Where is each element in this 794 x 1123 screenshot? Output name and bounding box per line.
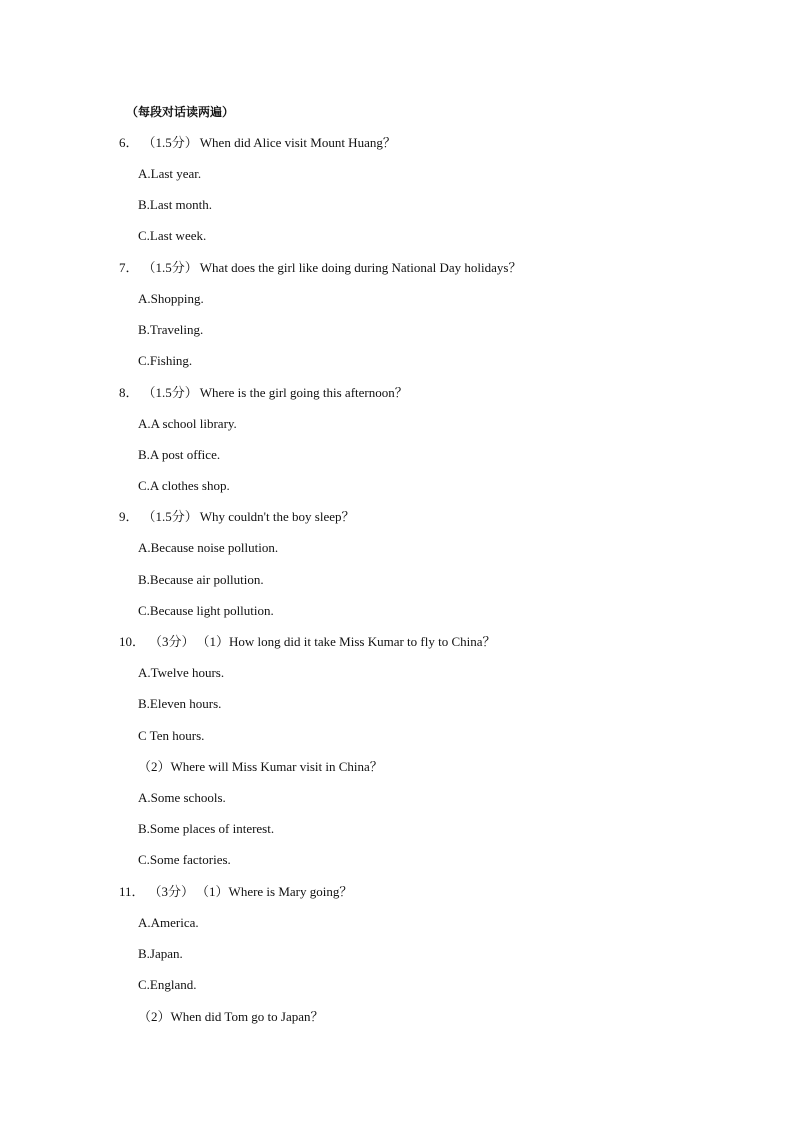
subquestion-11-2: （2）When did Tom go to Japan？	[138, 1009, 324, 1024]
question-number: 10．	[119, 634, 146, 649]
option-8b: B.A post office.	[138, 447, 221, 462]
question-number: 7．	[119, 260, 139, 275]
option-11-1c: C.England.	[138, 977, 197, 992]
option-6a: A.Last year.	[138, 166, 202, 181]
option-7c: C.Fishing.	[138, 353, 193, 368]
question-text: When did Alice visit Mount Huang？	[199, 135, 396, 150]
question-points: （1.5分）	[142, 509, 198, 524]
option-7b: B.Traveling.	[138, 322, 204, 337]
question-points: （1.5分）	[142, 135, 198, 150]
question-11	[119, 884, 352, 900]
option-6b: B.Last month.	[138, 197, 213, 212]
option-11-1a: A.America.	[138, 915, 199, 930]
question-number: 6．	[119, 135, 139, 150]
question-text: （1）Where is Mary going？	[196, 884, 353, 899]
option-11-1b: B.Japan.	[138, 946, 183, 961]
option-9a: A.Because noise pollution.	[138, 540, 279, 555]
question-points: （3分）	[149, 634, 195, 649]
question-text: What does the girl like doing during National Day holidays？	[199, 260, 522, 275]
question-8	[119, 385, 408, 401]
option-10-1b: B.Eleven hours.	[138, 696, 222, 711]
section-note: （每段对话读两遍）	[126, 105, 235, 119]
question-text: （1）How long did it take Miss Kumar to fly to China？	[196, 634, 496, 649]
question-points: （1.5分）	[142, 385, 198, 400]
question-points: （3分）	[148, 884, 195, 899]
option-8a: A.A school library.	[138, 416, 237, 431]
question-points: （1.5分）	[142, 260, 198, 275]
option-10-1a: A.Twelve hours.	[138, 665, 225, 680]
question-number: 9．	[119, 509, 139, 524]
option-6c: C.Last week.	[138, 228, 207, 243]
question-text: Why couldn't the boy sleep？	[199, 509, 355, 524]
option-10-2b: B.Some places of interest.	[138, 821, 275, 836]
question-number: 8．	[119, 385, 139, 400]
subquestion-10-2: （2）Where will Miss Kumar visit in China？	[138, 759, 383, 774]
question-10	[119, 634, 496, 650]
question-9	[119, 509, 354, 525]
question-6	[119, 135, 396, 151]
question-7	[119, 260, 521, 276]
question-text: Where is the girl going this afternoon？	[199, 385, 408, 400]
option-10-2c: C.Some factories.	[138, 852, 231, 867]
option-9b: B.Because air pollution.	[138, 572, 264, 587]
question-number: 11．	[119, 884, 145, 899]
option-9c: C.Because light pollution.	[138, 603, 274, 618]
option-8c: C.A clothes shop.	[138, 478, 230, 493]
option-7a: A.Shopping.	[138, 291, 204, 306]
option-10-1c: C Ten hours.	[138, 728, 205, 743]
option-10-2a: A.Some schools.	[138, 790, 226, 805]
